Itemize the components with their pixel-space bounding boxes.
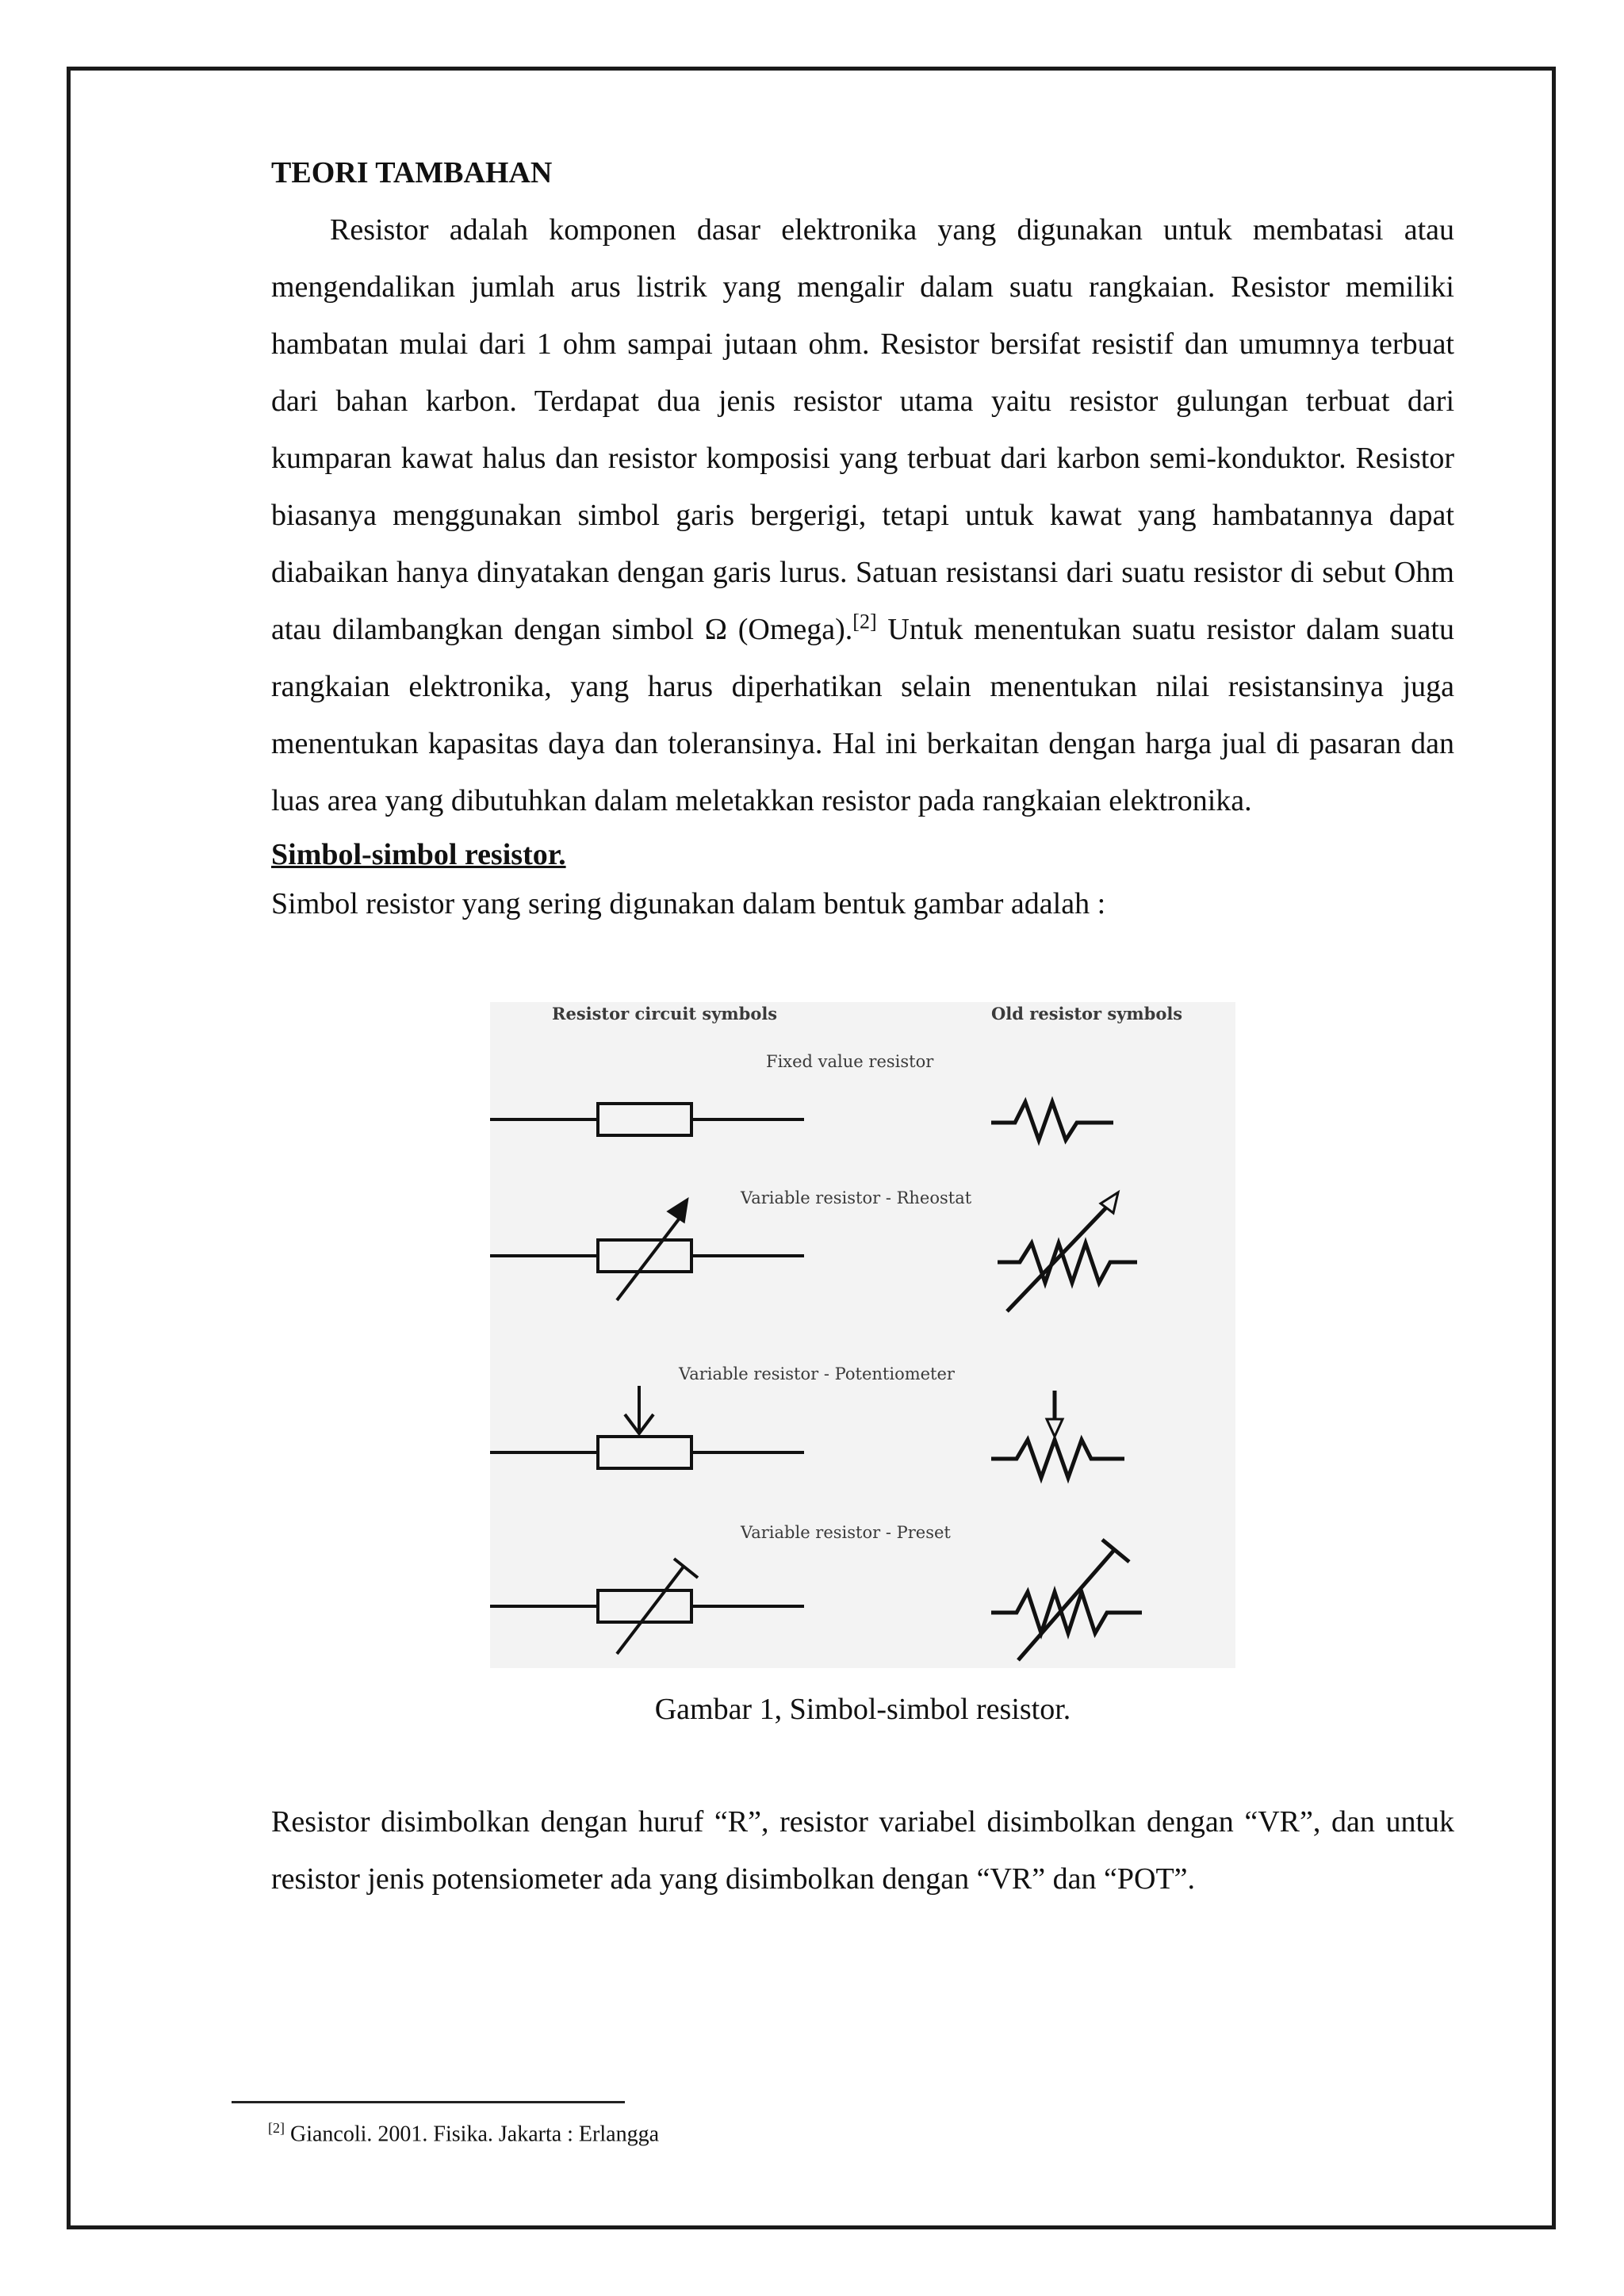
footnote-text: Giancoli. 2001. Fisika. Jakarta : Erlangga <box>285 2122 659 2147</box>
main-content <box>271 151 1454 929</box>
section-heading: TEORI TAMBAHAN <box>271 156 553 189</box>
label-preset: Variable resistor - Preset <box>741 1523 951 1542</box>
footnote <box>268 2112 659 2150</box>
label-potentiometer: Variable resistor - Potentiometer <box>679 1364 955 1383</box>
figure-col-right-title: Old resistor symbols <box>991 1004 1183 1024</box>
footnote-mark: [2] <box>268 2120 285 2136</box>
old-fixed-resistor-symbol <box>991 1102 1113 1140</box>
preset-symbol <box>490 1559 804 1654</box>
label-rheostat: Variable resistor - Rheostat <box>741 1188 972 1207</box>
footnote-divider <box>232 2101 625 2103</box>
intro-paragraph <box>271 201 1454 829</box>
resistor-symbols-svg <box>490 1002 1235 1668</box>
figure-col-left-title: Resistor circuit symbols <box>552 1004 778 1024</box>
resistor-symbols-figure <box>490 1002 1235 1668</box>
figure-caption: Gambar 1, Simbol-simbol resistor. <box>654 1693 1071 1726</box>
old-potentiometer-symbol <box>991 1391 1124 1478</box>
subheading-resistor-symbols: Simbol-simbol resistor. <box>271 838 566 871</box>
old-preset-symbol <box>991 1540 1142 1660</box>
reference-mark: [2] <box>852 610 877 633</box>
label-fixed-resistor: Fixed value resistor <box>766 1052 934 1071</box>
fixed-resistor-symbol <box>490 1104 804 1135</box>
figure-intro-text: Simbol resistor yang sering digunakan dalam bentuk gambar adalah : <box>271 887 1106 920</box>
rheostat-symbol <box>490 1200 804 1300</box>
intro-text-part1: Resistor adalah komponen dasar elektronika yang digunakan untuk membatasi atau mengendalikan jumlah arus listrik yang mengalir dalam suatu rangkaian. Resistor memiliki hambatan mulai dari 1 ohm sampai jutaan ohm. Resistor bersifat resistif dan umumnya terbuat dari bahan karbon. Terdapat dua jenis resistor utama yaitu resistor gulungan terbuat dari kumparan kawat halus dan resistor komposisi yang terbuat dari karbon semi-konduktor. Resistor biasanya menggunakan simbol garis bergerigi, tetapi untuk kawat yang hambatannya dapat diabaikan hanya dinyatakan dengan garis lurus. Satuan resistansi dari suatu resistor di sebut Ohm atau dilambangkan dengan simbol Ω (Omega). <box>271 213 1454 646</box>
bottom-paragraph: Resistor disimbolkan dengan huruf “R”, resistor variabel disimbolkan dengan “VR”, dan untuk resistor jenis potensiometer ada yang disimbolkan dengan “VR” dan “POT”. <box>271 1805 1454 1896</box>
old-rheostat-symbol <box>998 1192 1137 1311</box>
intro-text-part2: Untuk menentukan suatu resistor dalam suatu rangkaian elektronika, yang harus diperhatikan selain menentukan nilai resistansinya juga menentukan kapasitas daya dan toleransinya. Hal ini berkaitan dengan harga jual di pasaran dan luas area yang dibutuhkan dalam meletakkan resistor pada rangkaian elektronika. <box>271 613 1454 817</box>
potentiometer-symbol <box>490 1386 804 1468</box>
